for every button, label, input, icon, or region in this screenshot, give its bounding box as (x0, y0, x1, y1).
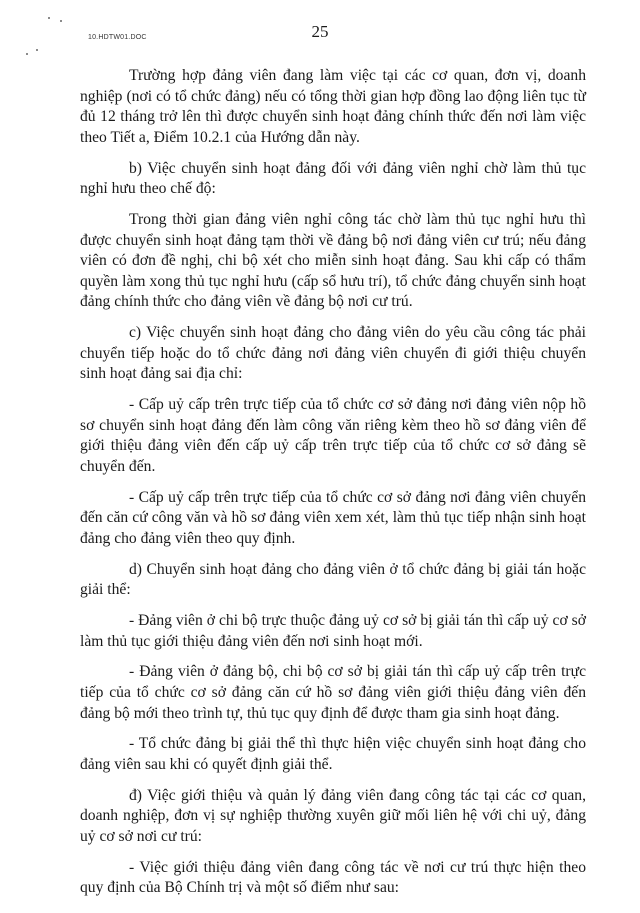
paragraph: - Cấp uỷ cấp trên trực tiếp của tổ chức cơ sở đảng nơi đảng viên chuyển đến căn cứ công văn và hồ sơ đảng viên xem xét, làm thủ tục tiếp nhận sinh hoạt đảng cho đảng viên theo quy định. (80, 488, 586, 547)
paragraph: - Việc giới thiệu đảng viên đang công tác về nơi cư trú thực hiện theo quy định của Bộ Chính trị và một số điểm như sau: (80, 858, 586, 897)
scan-speck (48, 17, 50, 19)
paragraph: - Cấp uỷ cấp trên trực tiếp của tổ chức cơ sở đảng nơi đảng viên nộp hồ sơ chuyển sinh hoạt đảng đến làm công văn riêng kèm theo hồ sơ đảng viên để giới thiệu đảng viên đến cấp uỷ cấp trên trực tiếp của tổ chức cơ sở đảng sẽ chuyển đến. (80, 396, 586, 475)
paragraph: Trường hợp đảng viên đang làm việc tại các cơ quan, đơn vị, doanh nghiệp (nơi có tổ chức đảng) nếu có tổng thời gian hợp đồng lao động liên tục từ đủ 12 tháng trở lên thì được chuyển sinh hoạt đảng chính thức đến nơi làm việc theo Tiết a, Điểm 10.2.1 của Hướng dẫn này. (80, 67, 586, 146)
paragraph: d) Chuyển sinh hoạt đảng cho đảng viên ở tổ chức đảng bị giải tán hoặc giải thể: (80, 560, 586, 599)
document-body (80, 66, 586, 909)
paragraph: Trong thời gian đảng viên nghỉ công tác chờ làm thủ tục nghỉ hưu thì được chuyển sinh hoạt đảng tạm thời về đảng bộ nơi đảng viên cư trú; nếu đảng viên có đơn đề nghị, chi bộ xét cho miễn sinh hoạt đảng. Sau khi cấp có thẩm quyền làm xong thủ tục nghỉ hưu (cấp sổ hưu trí), tổ chức đảng chuyển sinh hoạt đảng chính thức cho đảng viên về đảng bộ nơi cư trú. (80, 210, 586, 311)
page-number: 25 (311, 22, 329, 41)
paragraph: - Tổ chức đảng bị giải thể thì thực hiện việc chuyển sinh hoạt đảng cho đảng viên sau khi có quyết định giải thể. (80, 735, 586, 773)
scan-speck (36, 49, 38, 51)
paragraph: đ) Việc giới thiệu và quản lý đảng viên đang công tác tại các cơ quan, doanh nghiệp, đơn vị sự nghiệp thường xuyên giữ mối liên hệ với chi uỷ, đảng uỷ cơ sở nơi cư trú: (80, 786, 586, 845)
paragraph: c) Việc chuyển sinh hoạt đảng cho đảng viên do yêu cầu công tác phải chuyển tiếp hoặc do tổ chức đảng nơi đảng viên chuyển đi giới thiệu chuyển sinh hoạt đảng sai địa chỉ: (80, 324, 586, 383)
paragraph: - Đảng viên ở chi bộ trực thuộc đảng uỷ cơ sở bị giải tán thì cấp uỷ cơ sở làm thủ tục giới thiệu đảng viên đến nơi sinh hoạt mới. (80, 611, 586, 650)
scan-speck (26, 53, 28, 55)
file-name: 10.HDTW01.DOC (88, 34, 147, 41)
paragraph: b) Việc chuyển sinh hoạt đảng đối với đảng viên nghỉ chờ làm thủ tục nghỉ hưu theo chế độ: (80, 159, 586, 198)
paragraph: - Đảng viên ở đảng bộ, chi bộ cơ sở bị giải tán thì cấp uỷ cấp trên trực tiếp của tổ chức cơ sở đảng căn cứ hồ sơ đảng viên giới thiệu đảng viên đến đảng bộ mới theo trình tự, thủ tục quy định để được tham gia sinh hoạt đảng. (80, 663, 586, 722)
